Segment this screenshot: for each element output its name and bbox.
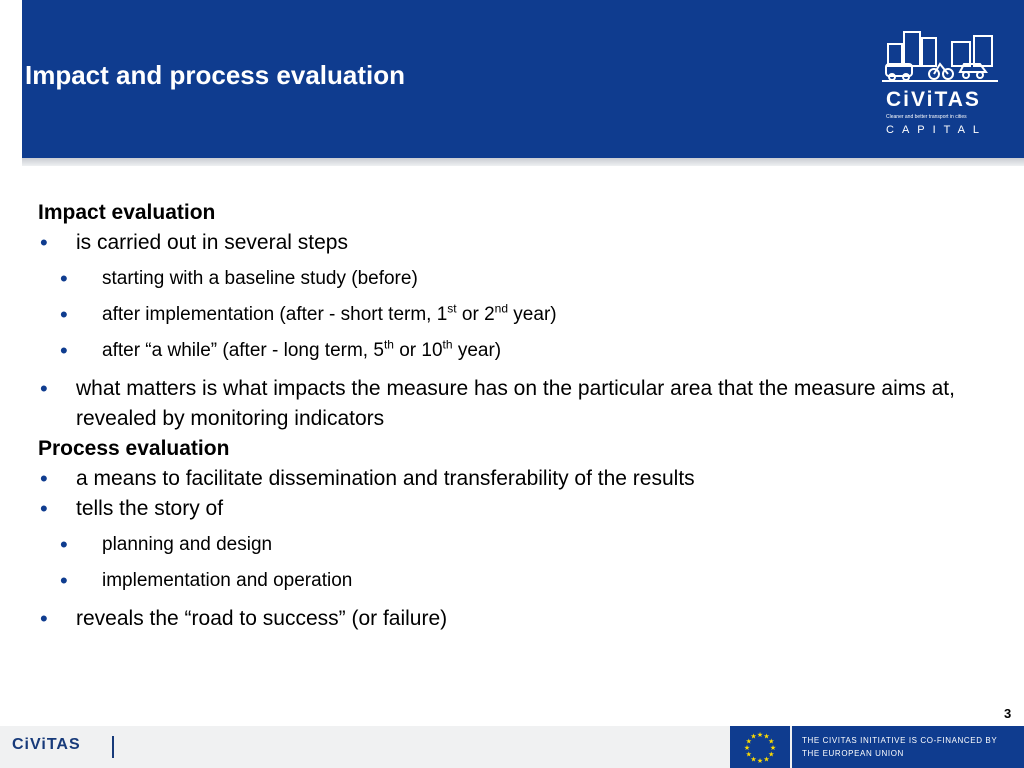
bullet-icon: • — [40, 466, 48, 491]
ordinal-suffix: th — [442, 337, 453, 352]
footer — [0, 726, 1024, 768]
bullet-icon: • — [60, 568, 68, 593]
eu-star: ★ — [756, 758, 764, 765]
bullet-icon: • — [40, 606, 48, 631]
eu-cofinancing-text — [802, 734, 997, 760]
logo-wordmark: CiViTAS — [886, 88, 981, 111]
bullet-icon: • — [60, 338, 68, 363]
eu-star: ★ — [750, 756, 757, 764]
eu-cofinancing-box — [792, 726, 1024, 768]
sub-bullet-item — [38, 338, 978, 364]
eu-star: ★ — [769, 745, 777, 752]
sub-bullet-text: starting with a baseline study (before) — [102, 268, 418, 289]
eu-text-line-1: THE CIVITAS INITIATIVE IS CO-FINANCED BY — [802, 736, 998, 745]
bullet-text: what matters is what impacts the measure has on the particular area that the measure aims at, revealed by monitoring indicators — [76, 377, 955, 430]
sub-bullet-text: after “a while” (after - long term, 5 — [102, 340, 384, 361]
sub-bullet-text: after implementation (after - short term, 1 — [102, 304, 448, 325]
bullet-icon: • — [60, 532, 68, 557]
sub-bullet-text: year) — [508, 304, 557, 325]
eu-star: ★ — [768, 751, 775, 759]
bullet-icon: • — [60, 302, 68, 327]
bullet-text: tells the story of — [76, 497, 224, 520]
eu-flag-icon — [730, 726, 790, 768]
sub-bullet-text: or 10 — [393, 340, 443, 361]
page-number: 3 — [1004, 706, 1012, 721]
bullet-text: is carried out in several steps — [76, 231, 348, 254]
ordinal-suffix: st — [447, 301, 457, 316]
bullet-item — [38, 464, 978, 494]
eu-star: ★ — [763, 756, 770, 764]
bullet-icon: • — [60, 266, 68, 291]
slide-title: Impact and process evaluation — [25, 60, 406, 90]
header-shadow — [22, 158, 1024, 166]
bullet-text: a means to facilitate dissemination and transferability of the results — [76, 467, 695, 490]
civitas-capital-logo — [882, 26, 1002, 138]
sub-bullet-text: implementation and operation — [102, 570, 353, 591]
slide-body — [38, 198, 978, 634]
bullet-text: reveals the “road to success” (or failure) — [76, 607, 448, 630]
bullet-icon: • — [40, 230, 48, 255]
ordinal-suffix: th — [383, 337, 394, 352]
sub-bullet-item — [38, 266, 978, 292]
section-heading: Process evaluation — [38, 437, 230, 460]
eu-star: ★ — [745, 751, 752, 759]
footer-divider — [112, 736, 114, 758]
section-heading: Impact evaluation — [38, 201, 216, 224]
eu-star: ★ — [763, 733, 770, 741]
bullet-item — [38, 374, 978, 434]
sub-bullet-text: year) — [452, 340, 502, 361]
eu-star: ★ — [756, 732, 764, 739]
city-skyline-icon — [882, 26, 998, 84]
sub-bullet-item — [38, 302, 978, 328]
eu-star: ★ — [743, 745, 751, 752]
eu-star: ★ — [750, 733, 757, 741]
eu-star: ★ — [745, 738, 752, 746]
bullet-item — [38, 604, 978, 634]
bullet-icon: • — [40, 376, 48, 401]
ordinal-suffix: nd — [494, 301, 509, 316]
sub-bullet-item — [38, 568, 978, 594]
bullet-item — [38, 494, 978, 524]
logo-tagline: Cleaner and better transport in cities — [886, 114, 967, 120]
bullet-icon: • — [40, 496, 48, 521]
sub-bullet-item — [38, 532, 978, 558]
eu-text-line-2: THE EUROPEAN UNION — [802, 749, 904, 758]
bullet-item — [38, 228, 978, 258]
footer-civitas-logo: CiViTAS — [12, 736, 81, 753]
logo-capital: CAPITAL — [886, 124, 988, 136]
sub-bullet-text: or 2 — [456, 304, 495, 325]
eu-star: ★ — [768, 738, 775, 746]
sub-bullet-text: planning and design — [102, 534, 273, 555]
